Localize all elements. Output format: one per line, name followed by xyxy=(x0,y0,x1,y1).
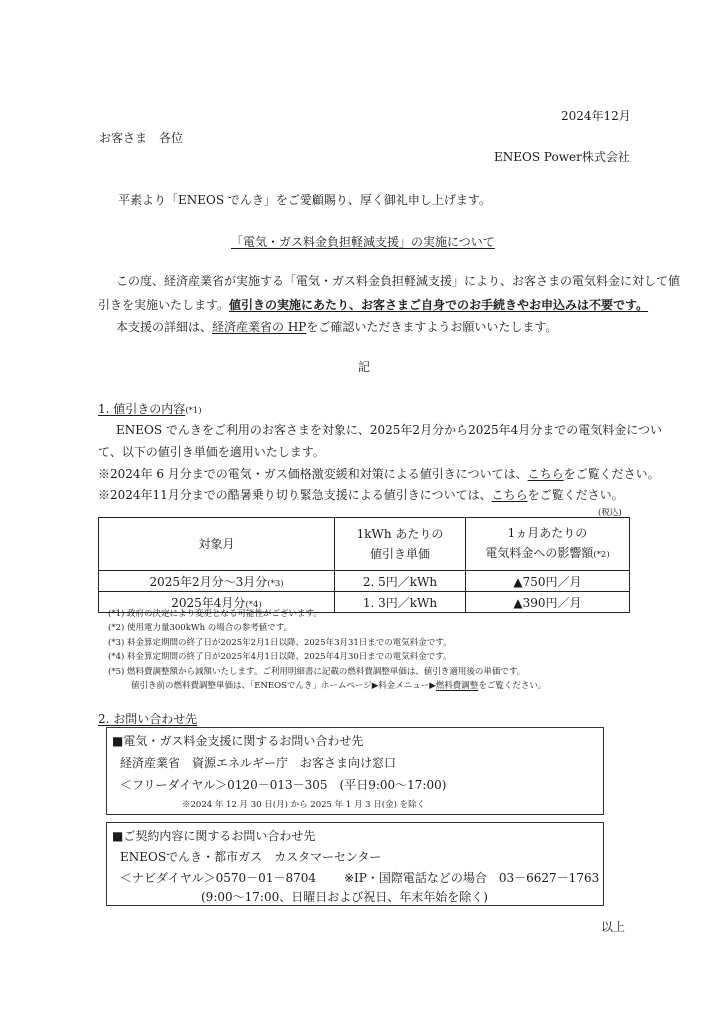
header-target-month: 対象月 xyxy=(99,518,335,571)
contact-box-support xyxy=(106,727,604,815)
footnote-5: (*5) 燃料費調整額から減額いたします。ご利用明細書に記載の燃料費調整単価は、値引き適用後の単価です。 xyxy=(108,667,526,677)
footnote-2: (*2) 使用電力量300kWh の場合の参考値です。 xyxy=(108,623,293,633)
box2-org: ENEOSでんき・都市ガス カスタマーセンター xyxy=(120,850,382,864)
recipient: お客さま 各位 xyxy=(99,131,184,145)
intro-line-3-a: 本支援の詳細は、 xyxy=(116,320,213,334)
closing-mark: 以上 xyxy=(601,920,626,934)
intro-line-2-plain: 引きを実施いたします。 xyxy=(98,298,230,312)
discount-rate-table xyxy=(98,517,630,613)
table-row xyxy=(99,571,630,592)
intro-line-1: この度、経済産業省が実施する「電気・ガス料金負担軽減支援」により、お客さまの電気料金に対して値 xyxy=(116,274,681,288)
section1-note-2-a: ※2024年11月分までの酷暑乗り切り緊急支援による値引きについては、 xyxy=(98,488,492,502)
section1-note-1-a: ※2024年 6 月分までの電気・ガス価格激変緩和対策による値引きについては、 xyxy=(98,467,528,481)
footnote-1: (*1) 政府の決定により変更となる可能性がございます。 xyxy=(108,609,322,619)
section1-heading-text: 1. 値引きの内容 xyxy=(98,402,186,416)
box1-holiday-note: ※2024 年 12 月 30 日(月) から 2025 年 1 月 3 日(金) を除く xyxy=(182,800,426,810)
section1-line-1: ENEOS でんきをご利用のお客さまを対象に、2025年2月分から2025年4月分までの電気料金につい xyxy=(116,423,663,437)
gekihen-kanwa-link[interactable]: こちら xyxy=(527,467,564,481)
box2-hours: (9:00～17:00、日曜日および祝日、年末年始を除く) xyxy=(201,890,488,904)
table-header-row xyxy=(99,518,630,571)
kokusho-shien-link[interactable]: こちら xyxy=(491,488,528,502)
footnote-6-b: をご覧ください。 xyxy=(478,681,547,691)
box1-org: 経済産業省 資源エネルギー庁 お客さま向け窓口 xyxy=(120,756,397,770)
footnote-3: (*3) 料金算定期間の終了日が2025年2月1日以降、2025年3月31日までの電気料金です。 xyxy=(108,638,452,648)
row-month: 2025年2月分～3月分(*3) xyxy=(99,571,335,592)
row-rate: 2. 5円／kWh xyxy=(335,571,466,592)
row-rate: 1. 3円／kWh xyxy=(335,592,466,613)
ki-mark: 記 xyxy=(358,360,371,374)
header-monthly-impact: 1ヵ月あたりの 電気料金への影響額(*2) xyxy=(466,518,630,571)
document-title: 「電気・ガス料金負担軽減支援」の実施について xyxy=(231,235,495,249)
box2-title: ■ご契約内容に関するお問い合わせ先 xyxy=(112,829,316,843)
intro-line-3 xyxy=(116,318,557,335)
section1-note-1-b: をご覧ください。 xyxy=(563,467,660,481)
intro-line-3-b: をご確認いただきますようお願いいたします。 xyxy=(306,320,558,334)
document-date: 2024年12月 xyxy=(561,109,631,123)
contact-box-contract xyxy=(106,822,604,906)
section1-note-1 xyxy=(98,465,660,482)
section1-note-2 xyxy=(98,486,624,503)
sender: ENEOS Power株式会社 xyxy=(494,150,630,164)
section1-note-2-b: をご覧ください。 xyxy=(527,488,624,502)
greeting: 平素より「ENEOS でんき」をご愛顧賜り、厚く御礼申し上げます。 xyxy=(118,193,491,207)
row-month: 2025年4月分(*4) xyxy=(99,592,335,613)
section1-heading-note: (*1) xyxy=(185,406,202,416)
no-procedure-notice: 値引きの実施にあたり、お客さまご自身でのお手続きやお申込みは不要です。 xyxy=(229,298,649,312)
fuel-adjustment-link[interactable]: 燃料費調整 xyxy=(435,681,479,691)
header-unit-discount: 1kWh あたりの 値引き単価 xyxy=(335,518,466,571)
section1-heading xyxy=(98,400,202,417)
footnote-4: (*4) 料金算定期間の終了日が2025年4月1日以降、2025年4月30日までの電気料金です。 xyxy=(108,652,452,662)
row-impact: ▲750円／月 xyxy=(466,571,630,592)
section1-line-2: て、以下の値引き単価を適用いたします。 xyxy=(98,445,325,459)
box1-phone: ＜フリーダイヤル＞0120－013－305 (平日9:00～17:00) xyxy=(120,778,447,792)
footnote-6-a: 値引き前の燃料費調整単価は、「ENEOSでんき」ホームページ▶料金メニュー▶ xyxy=(131,681,436,691)
box2-phone: ＜ナビダイヤル＞0570－01－8704 xyxy=(120,871,316,885)
box1-title: ■電気・ガス料金支援に関するお問い合わせ先 xyxy=(112,734,364,748)
tax-included-note: (税込) xyxy=(598,508,622,518)
row-impact: ▲390円／月 xyxy=(466,592,630,613)
intro-line-2 xyxy=(98,296,648,313)
section2-heading: 2. お問い合わせ先 xyxy=(98,712,198,726)
footnote-6 xyxy=(131,679,546,691)
meti-hp-link[interactable]: 経済産業省の HP xyxy=(212,320,307,334)
box2-phone-ip: ※IP・国際電話などの場合 03－6627－1763 xyxy=(344,871,600,885)
